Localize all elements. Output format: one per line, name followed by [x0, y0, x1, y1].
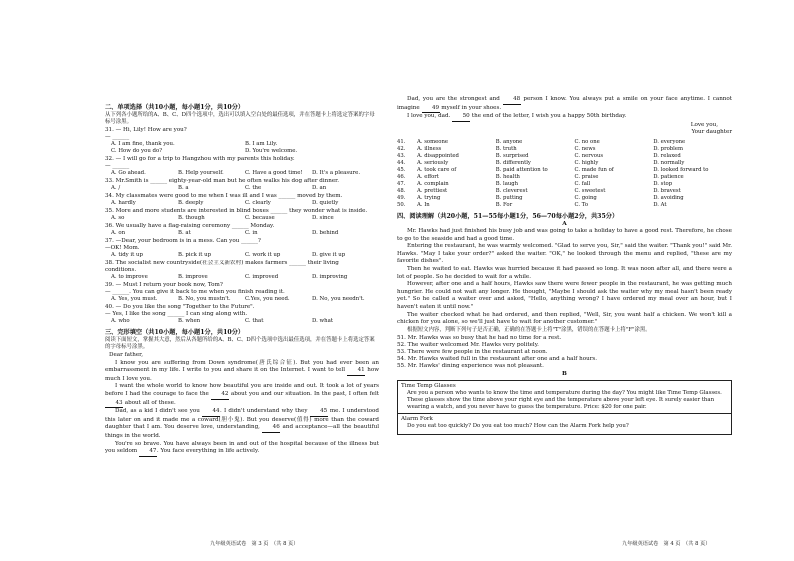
cloze-text: about all of these. [123, 399, 176, 406]
cloze-text: Dad, as a kid I didn't see you [115, 408, 203, 415]
answer-option: D. It's a pleasure. [312, 170, 361, 176]
answer-option: C. work it up [245, 252, 281, 258]
question-stem: 31. — Hi, Lily! How are you? [105, 127, 187, 133]
ad-body: Do you eat too quickly? Do you eat too much? How can the Alarm Fork help you? [407, 422, 629, 429]
answer-option: A. so [111, 215, 125, 221]
cloze-option: A. disappointed [417, 152, 459, 159]
cloze-text: how much I love you. [105, 367, 379, 382]
cloze-option: C. made fun of [574, 166, 614, 173]
question-stem-cont: — ______ [105, 134, 130, 140]
answer-option: C. clearly [245, 200, 271, 206]
cloze-option: C. fall [574, 180, 591, 187]
answer-option: A. Go ahead. [111, 170, 146, 176]
ad-title: Alarm Fork [401, 415, 433, 422]
answer-option: B. No, you mustn't. [178, 296, 231, 302]
passage-paragraph: Mr. Hawks had just finished his busy job and was going to take a holiday to have a good rest. Therefore, he chose to go to the seaside and had a good time. [397, 227, 732, 242]
ad-body: Are you a person who wants to know the time and temperature during the day? You might like Time Temp Glasses. These glasses show the time above your right eye and the temperature above your left eye. It surely easier than wearing a watch, and you never have to guess the temperature. Price: $20 for one pair. [407, 389, 722, 410]
cloze-paragraph [105, 360, 379, 384]
cloze-text: . I didn't understand why they [220, 408, 310, 415]
passage-a [397, 228, 732, 327]
cloze-option: C. sweetest [574, 187, 606, 194]
cloze-option: B. differently [495, 159, 531, 166]
cloze-paragraph [105, 383, 379, 408]
answer-options [111, 185, 379, 192]
cloze-text: person I know. You always put a smile on your face anytime. I cannot imagine [397, 96, 733, 111]
cloze-option: D. everyone [653, 138, 686, 145]
signoff-love: Love you, [690, 121, 718, 128]
answer-options [111, 141, 379, 155]
answer-option: C. the [245, 185, 262, 191]
answer-option: D. give it up [312, 252, 346, 258]
cloze-option-number: 41. [397, 138, 406, 145]
box-divider [398, 413, 731, 414]
answer-option: C. Have a good time! [245, 170, 303, 176]
passage-paragraph: However, after one and a half hours, Hawks saw there were fewer people in the restaurant, he was getting much hungrier. He could not wait any longer. He thought, "Maybe I should ask the waiter why my meal hasn't been ready yet." So he called a waiter over and asked, "Hello, anything wrong? I have ordered my meal over an hour, but I haven't eaten it until now." [397, 281, 732, 310]
passage-paragraph: Entering the restaurant, he was warmly welcomed. "Glad to serve you, Sir," said the waiter. "Thank you!" said Mr. Hawks. "May I take your order?" asked the waiter. "OK," he looked through the menu and replied, "these are my favorite dishes". [397, 243, 732, 265]
question-stem: 34. My classmates were good to me when I was ill and I was ______ moved by them. [105, 193, 343, 199]
cloze-paragraph [105, 408, 379, 440]
cloze-blank: 44 [202, 408, 220, 417]
cloze-paragraph [397, 113, 732, 122]
answer-option: D. No, you needn't. [312, 296, 365, 302]
page-footer-left: 九年级英语试卷 第 3 页 （共 8 页） [210, 541, 299, 547]
cloze-option-number: 42. [397, 145, 406, 152]
section3-title: 三、完形填空（共10小题，每小题1分，共10分） [105, 329, 245, 336]
cloze-option-number: 48. [397, 187, 406, 194]
passage-b-label: B [562, 370, 567, 377]
cloze-blank: 46 [262, 424, 280, 433]
answer-options [111, 252, 379, 259]
cloze-option: A. trying [417, 194, 441, 201]
cloze-blank: 45 [310, 408, 328, 417]
mcq-list [105, 127, 379, 325]
cloze-option: A. seriously [417, 159, 449, 166]
cloze-option: B. paid attention to [495, 166, 548, 173]
answer-option: B. deeply [178, 200, 204, 206]
answer-option: C. that [245, 318, 264, 324]
question-stem-cont: —OK! Mom. [105, 245, 140, 251]
answer-option: D. quietly [312, 200, 339, 206]
cloze-option: B. truth [495, 145, 517, 152]
cloze-option: D. avoiding [653, 194, 684, 201]
tf-statement: 52. The waiter welcomed Mr. Hawks very politely. [397, 341, 539, 348]
answer-option: D. improving [312, 274, 348, 280]
question-stem: 38. The socialist new countryside(社会主义新农村) makes farmers ______ their living [105, 260, 339, 266]
cloze-option: B. laugh [495, 180, 519, 187]
cloze-option: B. cleverest [495, 187, 528, 194]
cloze-option: D. relaxed [653, 152, 681, 159]
cloze-option: D. stop [653, 180, 673, 187]
cloze-text: and acceptance—all the beautiful things in the world. [105, 424, 379, 439]
question-stem: 37. —Dear, your bedroom is in a mess. Can you ______? [105, 238, 261, 244]
cloze-blank: 41 [347, 367, 365, 376]
cloze-blank: 49 [422, 105, 440, 114]
cloze-text: myself in your shoes. [439, 104, 502, 111]
passage-paragraph: The waiter checked what he had ordered, and then replied, "Well, Sir, you want half a chicken. We won't kill a chicken for you alone, so we'll just have to wait for another customer." [397, 311, 732, 326]
tf-statement: 55. Mr. Hawks' dining experience was not pleasant. [397, 362, 544, 369]
cloze-option: B. anyone [495, 138, 523, 145]
cloze-text: Dad, you are the strongest and [407, 96, 503, 102]
cloze-option: A. illness [417, 145, 442, 152]
answer-options [111, 215, 379, 222]
answer-option: B. though [178, 215, 205, 221]
question-stem: 36. We usually have a flag-raising ceremony ______ Monday. [105, 223, 275, 229]
answer-option: A. tidy it up [111, 252, 143, 258]
cloze-text: me. I understood this later on and it made me a coward(胆小鬼). But you deserve(值得) more than the coward daughter that I am. You deserve love, understanding, [105, 408, 379, 431]
question-stem-cont: — ______ [105, 163, 130, 169]
right-page [397, 0, 794, 561]
cloze-paragraph [397, 96, 732, 113]
cloze-blank: 48 [503, 96, 521, 105]
cloze-text: the end of the letter, I wish you a happy 50th birthday. [470, 113, 627, 120]
cloze-paragraph [105, 441, 379, 457]
passage-a-label: A [562, 220, 567, 227]
answer-option: B. pick it up [178, 252, 212, 258]
answer-option: B. Help yourself. [178, 170, 224, 176]
answer-option: B. a [178, 185, 189, 191]
answer-option: C. How do you do? [111, 148, 163, 154]
cloze-salutation: Dear father, [109, 352, 143, 358]
answer-option: A. on [111, 230, 126, 236]
question-stem: 35. More and more students are interested in blind boxes ______ they wonder what is inside. [105, 208, 368, 214]
cloze-option: A. prettiest [417, 187, 448, 194]
cloze-blank: 43 [105, 400, 123, 409]
cloze-option: C. highly [574, 159, 599, 166]
cloze-option: C. going [574, 194, 597, 201]
section3-instruction: 阅读下面短文，掌握其大意，然后从各题所给的A、B、C、D四个选项中选出最佳选项，并在答题卡上将选定答案的字母标号涂黑。 [105, 337, 375, 350]
cloze-option: A. complain [417, 180, 449, 187]
cloze-option-number: 43. [397, 152, 406, 159]
passage-paragraph: Then he waited to eat. Hawks was hurried because it had passed so long. It was noon after all, and there were a lot of people. So he decided to wait for a while. [397, 265, 732, 280]
answer-options [111, 296, 379, 303]
cloze-option-number: 45. [397, 166, 406, 173]
cloze-option: D. patience [653, 173, 684, 180]
answer-option: B. when [178, 318, 201, 324]
section4-title: 四、阅读理解（共20小题，51—55每小题1分，56—70每小题2分，共35分） [397, 212, 619, 220]
signoff-daughter: Your daughter [691, 129, 732, 136]
cloze-option: B. putting [495, 194, 523, 201]
answer-option: C. improved [245, 274, 279, 280]
cloze-option: C. news [574, 145, 596, 152]
cloze-option: A. someone [417, 138, 448, 145]
answer-option: B. improve [178, 274, 208, 280]
cloze-option: D. At [653, 201, 667, 208]
question-stem: 32. — I will go for a trip to Hangzhou with my parents this holiday. [105, 156, 295, 162]
cloze-blank: 47 [139, 448, 157, 457]
cloze-option-number: 49. [397, 194, 406, 201]
question-stem-cont: — ______. You can give it back to me when you finish reading it. [105, 289, 285, 295]
cloze-option: D. normally [653, 159, 685, 166]
answer-option: A. to improve [111, 274, 148, 280]
cloze-option: B. For [495, 201, 513, 208]
cloze-text: You're so brave. You have always been in and out of the hospital because of the illness but you seldom [105, 440, 379, 455]
answer-option: B. at [178, 230, 191, 236]
cloze-passage-left [105, 360, 379, 457]
tf-statement: 51. Mr. Hawks was so busy that he had no time for a rest. [397, 334, 562, 341]
cloze-option-number: 44. [397, 159, 406, 166]
answer-options [111, 318, 379, 325]
question-stem-cont: conditions. [105, 267, 137, 273]
passage-b-box [397, 380, 732, 435]
cloze-blank: 50 [452, 113, 470, 122]
cloze-option-number: 47. [397, 180, 406, 187]
cloze-text: . You face everything in life actively. [156, 448, 260, 455]
answer-option: D. You're welcome. [245, 148, 298, 154]
question-stem: 39. — Must I return your book now, Tom? [105, 282, 223, 288]
tf-statement: 54. Mr. Hawks waited full in the restaurant after one and a half hours. [397, 355, 598, 362]
cloze-options-table [397, 139, 732, 209]
answer-option: B. I am Lily. [245, 141, 278, 147]
cloze-passage-right [397, 96, 732, 122]
cloze-option: A. took care of [417, 166, 457, 173]
answer-option: D. since [312, 215, 334, 221]
cloze-blank: 42 [211, 391, 229, 400]
tf-statement: 53. There were few people in the restaurant at noon. [397, 348, 548, 355]
cloze-text: I want the whole world to know how beautiful you are inside and out. It took a lot of years before I had the courage to face the [105, 383, 379, 397]
page-footer-right: 九年级英语试卷 第 4 页 （共 8 页） [622, 541, 711, 547]
cloze-text: I love you, dad. [407, 113, 453, 120]
question-stem: 40. — Do you like the song "Together to the Future". [105, 304, 255, 310]
cloze-option: A. effort [417, 173, 439, 180]
answer-option: C.Yes, you need. [245, 296, 290, 302]
tf-instruction: 根据短文内容，判断下列句子是否正确，正确的在答题卡上将"T"涂黑，错误的在答题卡上将"F"涂黑。 [407, 326, 651, 333]
question-stem-cont: — Yes, I like the song ______ I can sing along with. [105, 311, 248, 317]
section2-instruction: 从下列各小题所给的A、B、C、D四个选项中，选出可以填入空白处的最佳选项，并在答题卡上将选定答案的字母标号涂黑。 [105, 112, 375, 125]
cloze-option: C. nervous [574, 152, 604, 159]
cloze-text: about you and our situation. In the past, I often felt [228, 390, 379, 397]
answer-option: C. in [245, 230, 258, 236]
answer-option: D. what [312, 318, 334, 324]
answer-options [111, 170, 379, 177]
section2-title: 二、单项选择（共10小题，每小题1分，共10分） [105, 104, 245, 111]
answer-option: A. Yes, you must. [111, 296, 158, 302]
answer-option: A. / [111, 185, 121, 191]
cloze-option: D. problem [653, 145, 684, 152]
ad-title: Time Temp Glasses [401, 382, 456, 389]
answer-option: A. hardly [111, 200, 136, 206]
cloze-option-number: 46. [397, 173, 406, 180]
answer-options [111, 230, 379, 237]
answer-options [111, 274, 379, 281]
cloze-option: B. health [495, 173, 520, 180]
question-stem: 33. Mr.Smith is ______ eighty-year-old man but he often walks his dog after dinner. [105, 178, 339, 184]
cloze-option: C. no one [574, 138, 600, 145]
cloze-option: C. praise [574, 173, 599, 180]
cloze-option: A. In [417, 201, 430, 208]
cloze-option: D. bravest [653, 187, 681, 194]
answer-option: A. I am fine, thank you. [111, 141, 175, 147]
cloze-option-number: 50. [397, 201, 406, 208]
answer-options [111, 200, 379, 207]
answer-option: D. an [312, 185, 327, 191]
answer-option: D. behind [312, 230, 339, 236]
tf-list [397, 335, 732, 370]
cloze-option: B. surprised [495, 152, 529, 159]
answer-option: A. who [111, 318, 130, 324]
cloze-option: C. To [574, 201, 589, 208]
answer-option: C. because [245, 215, 275, 221]
cloze-text: I know you are suffering from Down syndrome(唐氏综合征). But you had ever been an embarrassment in my life. I write to you and share it on the Internet. I want to tell [105, 359, 379, 374]
cloze-option: D. looked forward to [653, 166, 709, 173]
